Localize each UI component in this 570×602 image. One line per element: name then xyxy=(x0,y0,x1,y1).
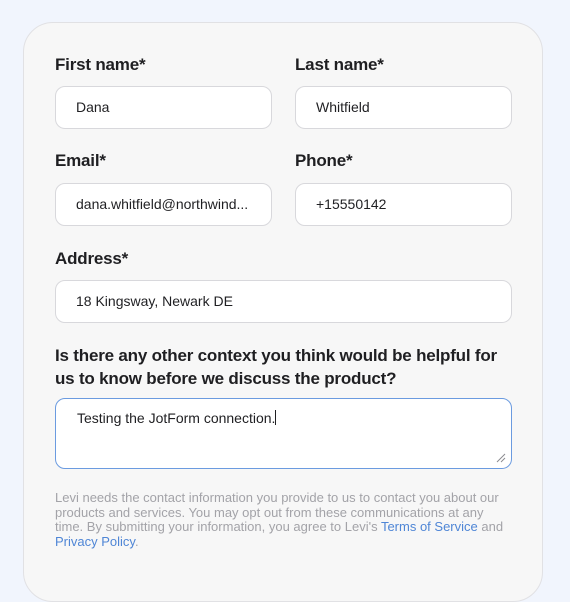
disclaimer-end: . xyxy=(134,533,139,549)
privacy-policy-link[interactable]: Privacy Policy xyxy=(55,533,135,549)
resize-grip-icon[interactable] xyxy=(496,453,506,463)
phone-input[interactable]: +15550142 xyxy=(295,183,512,226)
text-caret xyxy=(275,410,276,425)
phone-label: Phone* xyxy=(295,151,353,170)
email-input[interactable]: dana.whitfield@northwind... xyxy=(55,183,272,226)
email-label: Email* xyxy=(55,151,106,170)
terms-of-service-link[interactable]: Terms of Service xyxy=(380,519,478,534)
last-name-input[interactable]: Whitfield xyxy=(295,86,512,129)
context-question-label: Is there any other context you think would be helpful for us to know before we discuss the product? xyxy=(55,346,497,388)
disclaimer-and: and xyxy=(477,519,504,534)
address-input[interactable]: 18 Kingsway, Newark DE xyxy=(55,280,512,323)
context-textarea-text: Testing the JotForm connection. xyxy=(77,410,276,426)
privacy-disclaimer xyxy=(55,491,515,549)
last-name-label: Last name* xyxy=(295,55,384,74)
first-name-label: First name* xyxy=(55,55,146,74)
context-textarea[interactable] xyxy=(55,398,512,469)
address-label: Address* xyxy=(55,249,129,268)
first-name-input[interactable]: Dana xyxy=(55,86,272,129)
disclaimer-text: Levi needs the contact information you provide to us to contact you about our products and services. You may opt out from these communications at any time. By submitting your information, you agree to Levi's xyxy=(55,490,499,534)
